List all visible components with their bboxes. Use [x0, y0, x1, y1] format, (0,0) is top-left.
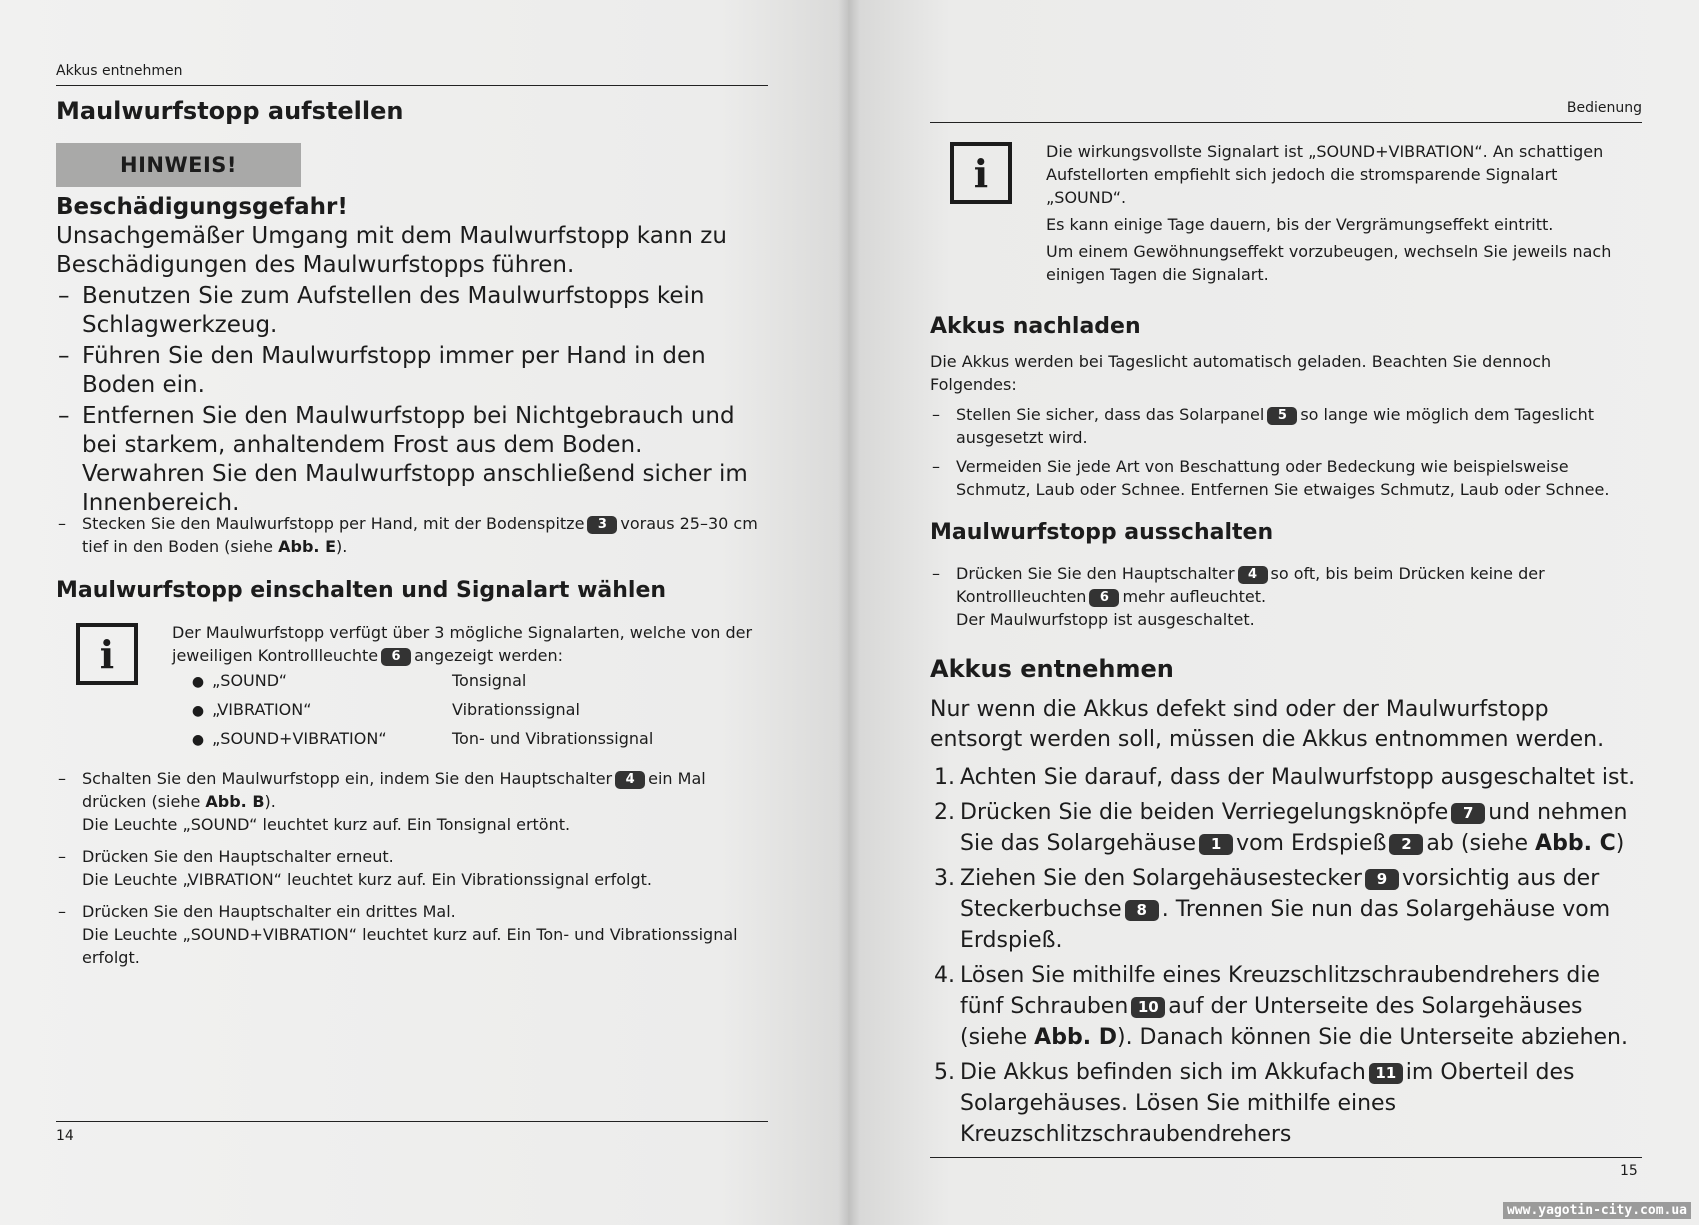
part-badge: 3: [587, 516, 617, 534]
part-badge: 1: [1199, 834, 1233, 855]
list-item: [56, 845, 768, 891]
setup-warning: [56, 193, 768, 518]
part-badge: 2: [1389, 834, 1423, 855]
step-text: Drücken Sie die beiden Verriegelungsknöpfe: [960, 800, 1449, 825]
step-text: Stecken Sie den Maulwurfstopp per Hand, mit der Bodenspitze: [82, 514, 585, 533]
figure-ref: Abb. E: [278, 537, 336, 556]
step-number: 2.: [934, 800, 955, 825]
info-text: Der Maulwurfstopp verfügt über 3 mögliche Signalarten, welche von der jeweiligen Kontrollleuchte: [172, 623, 753, 665]
right-page: [848, 0, 1699, 1225]
figure-ref: Abb. B: [205, 792, 265, 811]
part-badge: 8: [1125, 900, 1159, 921]
remove-intro: Nur wenn die Akkus defekt sind oder der Maulwurfstopp entsorgt werden soll, müssen die Akkus entnommen werden.: [930, 697, 1605, 752]
step-text: ab (siehe: [1426, 831, 1529, 856]
list-item: [56, 900, 768, 969]
notice-label: HINWEIS!: [56, 143, 301, 187]
step-result: Die Leuchte „SOUND“ leuchtet kurz auf. Ein Tonsignal ertönt.: [82, 815, 571, 834]
right-page-number: 15: [1620, 1163, 1638, 1179]
list-item: [930, 797, 1642, 859]
step-text: . Trennen Sie nun das Solargehäuse vom Erdspieß.: [960, 897, 1611, 953]
step-text: Lösen Sie mithilfe eines Kreuzschlitzschraubendrehers die fünf Schrauben: [960, 963, 1601, 1019]
bullet-icon: ●: [191, 703, 205, 719]
info-line: Um einem Gewöhnungseffekt vorzubeugen, wechseln Sie jeweils nach einigen Tagen die Signalart.: [1046, 242, 1612, 284]
step-result: Der Maulwurfstopp ist ausgeschaltet.: [956, 610, 1255, 629]
step-text: Drücken Sie den Hauptschalter erneut.: [82, 847, 394, 866]
step-text: ): [1615, 831, 1625, 856]
watermark-text: www.yagotin-city.com.ua: [1503, 1202, 1691, 1219]
left-page-header: Akkus entnehmen: [56, 63, 768, 86]
switch-on-info: [172, 621, 762, 667]
signal-desc: Ton- und Vibrationssignal: [452, 729, 654, 748]
step-text: vom Erdspieß: [1236, 831, 1387, 856]
signal-name: „SOUND+VIBRATION“: [212, 729, 387, 748]
step-text: voraus 25–30 cm tief in den Boden (siehe: [82, 514, 758, 556]
signal-name: „SOUND“: [212, 671, 287, 690]
warning-bullets: [56, 282, 768, 518]
left-page: [0, 0, 848, 1225]
list-item: [930, 960, 1642, 1053]
info-text: angezeigt werden:: [414, 646, 563, 665]
part-badge: 6: [1089, 589, 1119, 607]
step-text: Schalten Sie den Maulwurfstopp ein, indem Sie den Hauptschalter: [82, 769, 613, 788]
list-item: [930, 1057, 1642, 1150]
step-number: 1.: [934, 765, 955, 790]
list-item: – Führen Sie den Maulwurfstopp immer per Hand in den Boden ein.: [56, 342, 768, 400]
setup-title: Maulwurfstopp aufstellen: [56, 97, 404, 125]
signal-desc: Vibrationssignal: [452, 700, 580, 719]
step-text: und nehmen Sie das Solargehäuse: [960, 800, 1628, 856]
part-badge: 10: [1131, 997, 1165, 1018]
list-item: [930, 762, 1642, 793]
step-text: ).: [264, 792, 276, 811]
figure-ref: Abb. C: [1535, 831, 1616, 856]
book-gutter: [838, 0, 860, 1225]
warning-title: Beschädigungsgefahr!: [56, 194, 348, 220]
step-number: 3.: [934, 866, 955, 891]
bullet-icon: ●: [191, 732, 205, 748]
right-footer-rule: [930, 1157, 1642, 1158]
recharge-title: Akkus nachladen: [930, 314, 1141, 339]
part-badge: 6: [381, 648, 411, 666]
recharge-bullets: [930, 403, 1642, 501]
list-item: [56, 767, 768, 836]
bullet-text: Stellen Sie sicher, dass das Solarpanel: [956, 405, 1265, 424]
part-badge: 5: [1267, 407, 1297, 425]
list-item: [184, 671, 653, 700]
list-item: – Vermeiden Sie jede Art von Beschattung oder Bedeckung wie beispielsweise Schmutz, Laub oder Schnee. Entfernen Sie etwaiges Schmutz, Laub oder Schnee.: [930, 455, 1642, 501]
switch-off-step: [930, 562, 1642, 631]
left-page-number: 14: [56, 1128, 74, 1144]
list-item: [930, 562, 1642, 631]
step-text: Drücken Sie Sie den Hauptschalter: [956, 564, 1235, 583]
step-text: ein Mal drücken (siehe: [82, 769, 706, 811]
part-badge: 11: [1369, 1063, 1403, 1084]
remove-steps: [930, 762, 1642, 1150]
step-number: 4.: [934, 963, 955, 988]
step-text: Ziehen Sie den Solargehäusestecker: [960, 866, 1362, 891]
step-result: Die Leuchte „SOUND+VIBRATION“ leuchtet kurz auf. Ein Ton- und Vibrationssignal erfolgt.: [82, 925, 738, 967]
step-text: vorsichtig aus der Steckerbuchse: [960, 866, 1600, 922]
part-badge: 9: [1365, 869, 1399, 890]
info-icon: i: [950, 142, 1012, 204]
part-badge: 7: [1451, 803, 1485, 824]
step-text: Achten Sie darauf, dass der Maulwurfstopp ausgeschaltet ist.: [960, 765, 1636, 790]
step-text: auf der Unterseite des Solargehäuses (siehe: [960, 994, 1583, 1050]
step-text: Die Akkus befinden sich im Akkufach: [960, 1060, 1366, 1085]
switch-on-title: Maulwurfstopp einschalten und Signalart wählen: [56, 578, 667, 603]
list-item: [56, 512, 768, 558]
warning-text: Unsachgemäßer Umgang mit dem Maulwurfstopp kann zu Beschädigungen des Maulwurfstopps führen.: [56, 223, 727, 278]
list-item: – Entfernen Sie den Maulwurfstopp bei Nichtgebrauch und bei starkem, anhaltendem Frost aus dem Boden. Verwahren Sie den Maulwurfstopp anschließend sicher im Innenbereich.: [56, 402, 768, 518]
recharge-intro: Die Akkus werden bei Tageslicht automatisch geladen. Beachten Sie dennoch Folgendes:: [930, 352, 1552, 394]
list-item: [930, 863, 1642, 956]
switch-off-title: Maulwurfstopp ausschalten: [930, 520, 1274, 545]
signal-desc: Tonsignal: [452, 671, 527, 690]
left-footer-rule: [56, 1121, 768, 1122]
switch-on-steps: [56, 767, 768, 969]
part-badge: 4: [1238, 566, 1268, 584]
step-result: Die Leuchte „VIBRATION“ leuchtet kurz auf. Ein Vibrationssignal erfolgt.: [82, 870, 653, 889]
step-text: im Oberteil des Solargehäuses. Lösen Sie mithilfe eines Kreuzschlitzschraubendrehers: [960, 1060, 1575, 1147]
step-text: so oft, bis beim Drücken keine der Kontrollleuchten: [956, 564, 1545, 606]
remove-title: Akkus entnehmen: [930, 655, 1174, 683]
step-text: mehr aufleuchtet.: [1122, 587, 1267, 606]
signal-list: [184, 671, 653, 758]
right-info-text: [1046, 140, 1636, 286]
step-text: ). Danach können Sie die Unterseite abziehen.: [1116, 1025, 1628, 1050]
bullet-icon: ●: [191, 674, 205, 690]
info-line: Es kann einige Tage dauern, bis der Vergrämungseffekt eintritt.: [1046, 215, 1554, 234]
step-text: ).: [336, 537, 348, 556]
list-item: [184, 729, 653, 758]
signal-name: „VIBRATION“: [212, 700, 312, 719]
step-text: Drücken Sie den Hauptschalter ein drittes Mal.: [82, 902, 456, 921]
info-icon: i: [76, 623, 138, 685]
right-page-header: Bedienung: [930, 100, 1642, 123]
list-item: – Benutzen Sie zum Aufstellen des Maulwurfstopps kein Schlagwerkzeug.: [56, 282, 768, 340]
figure-ref: Abb. D: [1034, 1025, 1117, 1050]
step-number: 5.: [934, 1060, 955, 1085]
setup-step: [56, 512, 768, 558]
list-item: [930, 403, 1642, 449]
info-line: Die wirkungsvollste Signalart ist „SOUND+VIBRATION“. An schattigen Aufstellorten empfiehlt sich jedoch die stromsparende Signalart „SOUND“.: [1046, 142, 1604, 207]
bullet-text: so lange wie möglich dem Tageslicht ausgesetzt wird.: [956, 405, 1594, 447]
list-item: [184, 700, 653, 729]
part-badge: 4: [615, 771, 645, 789]
